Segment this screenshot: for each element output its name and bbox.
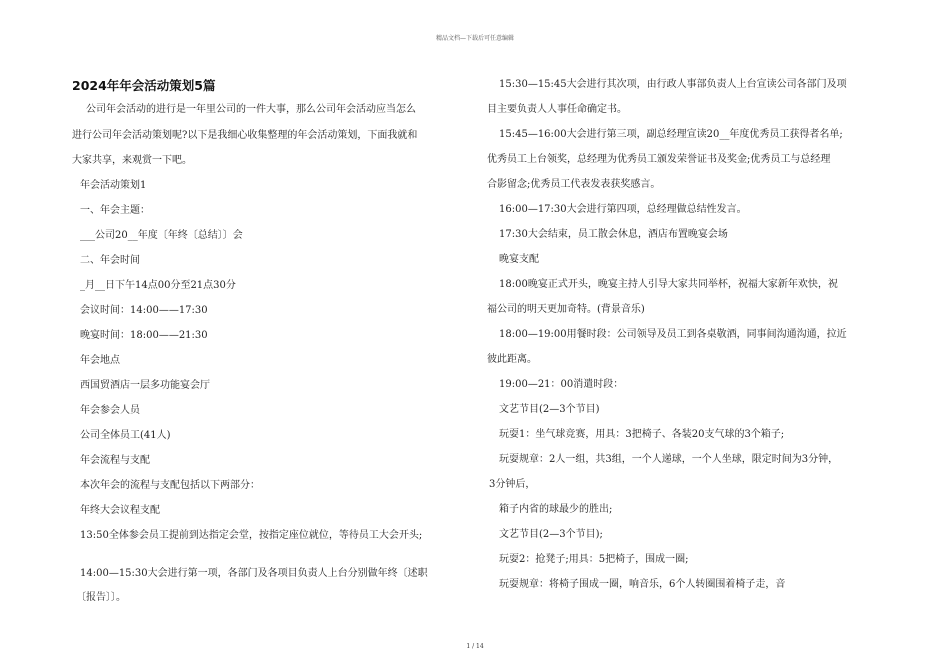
- paragraph-line: 大家共享，来观赏一下吧。: [72, 155, 192, 166]
- paragraph-line: 二、年会时间: [80, 255, 140, 266]
- document-title: 2024年年会活动策划5篇: [72, 78, 216, 93]
- paragraph-line: 玩耍1：坐气球竞赛，用具：3把椅子、各装20支气球的3个箱子;: [499, 429, 785, 440]
- paragraph-line: 文艺节目(2—3个节目);: [499, 529, 603, 540]
- paragraph-line: 18:00晚宴正式开头，晚宴主持人引导大家共同举杯，祝福大家新年欢快，祝: [499, 279, 838, 290]
- paragraph-line: 17:30大会结束，员工散会休息，酒店布置晚宴会场: [499, 229, 728, 240]
- paragraph-line: 优秀员工上台领奖，总经理为优秀员工颁发荣誉证书及奖金;优秀员工与总经理: [487, 154, 831, 165]
- paragraph-line: 公司年会活动的进行是一年里公司的一件大事，那么公司年会活动应当怎么: [86, 104, 416, 115]
- paragraph-line: 晚宴时间：18:00——21:30: [80, 330, 208, 341]
- paragraph-line: 14:00—15:30大会进行第一项，各部门及各项目负责人上台分别做年终〔述职: [80, 568, 428, 579]
- paragraph-line: ___公司20__年度〔年终〔总结〕〕会: [80, 230, 243, 241]
- paragraph-line: 3分钟后，: [489, 479, 536, 490]
- paragraph-line: _月__日下午14点00分至21点30分: [80, 280, 236, 291]
- paragraph-line: 年终大会议程支配: [80, 505, 160, 516]
- paragraph-line: 18:00—19:00用餐时段：公司领导及员工到各桌敬酒，同事间沟通沟通，拉近: [499, 329, 847, 340]
- paragraph-line: 公司全体员工(41人): [80, 430, 171, 441]
- paragraph-line: 会议时间：14:00——17:30: [80, 305, 208, 316]
- paragraph-line: 目主要负责人人事任命确定书。: [487, 104, 627, 115]
- paragraph-line: 年会参会人员: [80, 405, 140, 416]
- paragraph-line: 玩耍2：抢凳子;用具：5把椅子，围成一圈;: [499, 554, 689, 565]
- paragraph-line: 合影留念;优秀员工代表发表获奖感言。: [487, 179, 661, 190]
- paragraph-line: 玩耍规章：将椅子围成一圈，响音乐，6个人转圈围着椅子走，音: [499, 579, 786, 590]
- paragraph-line: 〔报告〕〕。: [76, 592, 126, 603]
- paragraph-line: 晚宴支配: [499, 254, 539, 265]
- paragraph-line: 年会流程与支配: [80, 455, 150, 466]
- paragraph-line: 文艺节目(2—3个节目): [499, 404, 600, 415]
- paragraph-line: 13:50全体参会员工提前到达指定会堂，按指定座位就位，等待员工大会开头;: [80, 530, 423, 541]
- paragraph-line: 玩耍规章：2人一组，共3组，一个人递球，一个人坐球，限定时间为3分钟，: [499, 454, 839, 465]
- paragraph-line: 箱子内省的球最少的胜出;: [499, 504, 613, 515]
- paragraph-line: 西国贸酒店一层多功能宴会厅: [80, 380, 210, 391]
- paragraph-line: 本次年会的流程与支配包括以下两部分：: [80, 480, 260, 491]
- paragraph-line: 16:00—17:30大会进行第四项，总经理做总结性发言。: [499, 204, 747, 215]
- page-header: 精品文档—下载后可任意编辑: [435, 35, 514, 42]
- paragraph-line: 一、年会主题：: [80, 205, 150, 216]
- page-number: 1 / 14: [466, 643, 484, 650]
- paragraph-line: 福公司的明天更加奇特。(背景音乐): [487, 304, 645, 315]
- paragraph-line: 年会地点: [80, 355, 120, 366]
- paragraph-line: 彼此距离。: [487, 354, 537, 365]
- paragraph-line: 19:00—21：00消遣时段：: [499, 379, 624, 390]
- paragraph-line: 年会活动策划1: [80, 180, 147, 191]
- paragraph-line: 进行公司年会活动策划呢?以下是我细心收集整理的年会活动策划，下面我就和: [72, 130, 418, 141]
- paragraph-line: 15:45—16:00大会进行第三项，副总经理宣读20__年度优秀员工获得者名单;: [499, 129, 843, 140]
- paragraph-line: 15:30—15:45大会进行其次项，由行政人事部负责人上台宣读公司各部门及项: [499, 79, 847, 90]
